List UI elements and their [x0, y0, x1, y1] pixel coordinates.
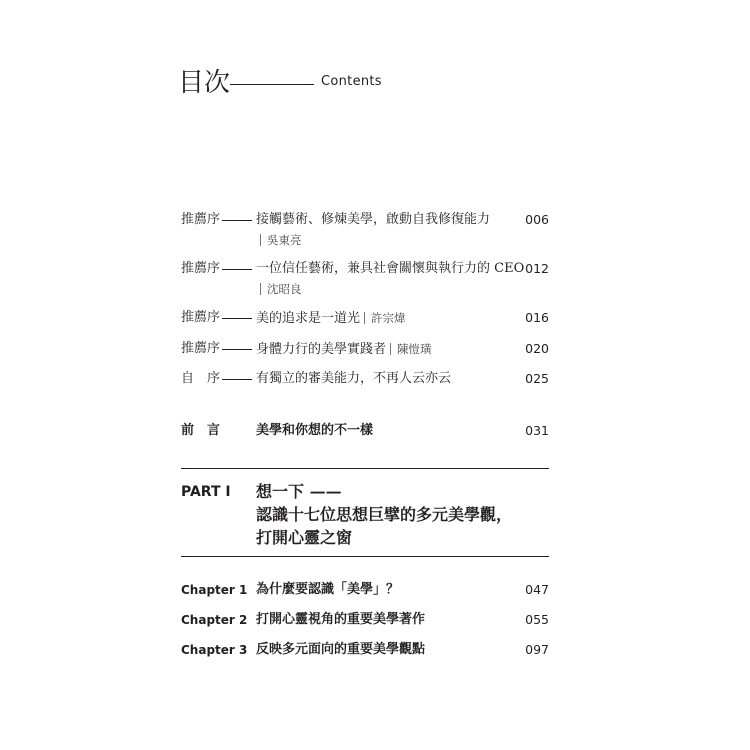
part-title-line-2: 認識十七位思想巨擘的多元美學觀， [256, 505, 513, 524]
entry-label: 推薦序 [181, 310, 221, 325]
author-separator [364, 312, 365, 324]
preface-label: 前 言 [181, 423, 221, 438]
author-separator [260, 234, 261, 246]
title-rule [230, 84, 314, 85]
entry-title: 身體力行的美學實踐者 [256, 342, 387, 357]
entry-page-number: 006 [525, 212, 549, 227]
entry-title-line [256, 310, 406, 327]
page-title: 目次 [178, 68, 231, 98]
entry-label: 推薦序 [181, 212, 221, 227]
chapter-label: Chapter 1 [181, 583, 248, 597]
entry-title-line [256, 341, 432, 358]
entry-dash [222, 220, 252, 221]
part-title-line-1: 想一下 —— [256, 482, 342, 501]
entry-dash [222, 318, 252, 319]
entry-title: 接觸藝術、修煉美學，啟動自我修復能力 [256, 212, 491, 227]
part-bottom-rule [181, 556, 549, 557]
chapter-page-number: 047 [525, 582, 549, 597]
part-label: PART I [181, 484, 231, 500]
entry-author: 沈昭良 [267, 282, 302, 296]
entry-dash [222, 379, 252, 380]
entry-author-line [256, 281, 302, 297]
chapter-title: 打開心靈視角的重要美學著作 [256, 612, 426, 627]
chapter-page-number: 097 [525, 642, 549, 657]
entry-page-number: 020 [525, 341, 549, 356]
entry-author-line [256, 232, 302, 248]
entry-author: 吳東亮 [267, 233, 302, 247]
chapter-label: Chapter 2 [181, 613, 248, 627]
entry-label: 推薦序 [181, 341, 221, 356]
chapter-page-number: 055 [525, 612, 549, 627]
preface-page-number: 031 [525, 423, 549, 438]
chapter-title: 反映多元面向的重要美學觀點 [256, 642, 426, 657]
page-subtitle: Contents [321, 74, 382, 89]
entry-label: 推薦序 [181, 261, 221, 276]
entry-title: 有獨立的審美能力，不再人云亦云 [256, 371, 452, 386]
preface-title: 美學和你想的不一樣 [256, 423, 374, 438]
entry-dash [222, 349, 252, 350]
entry-page-number: 025 [525, 371, 549, 386]
part-top-rule [181, 468, 549, 469]
entry-page-number: 016 [525, 310, 549, 325]
entry-title: 一位信任藝術，兼具社會關懷與執行力的 CEO [256, 261, 525, 276]
entry-page-number: 012 [525, 261, 549, 276]
entry-title: 美的追求是一道光 [256, 311, 361, 326]
entry-author: 陳愷璜 [397, 342, 432, 356]
entry-author: 許宗煒 [371, 311, 406, 325]
chapter-label: Chapter 3 [181, 643, 248, 657]
chapter-title: 為什麼要認識「美學」？ [256, 582, 400, 597]
author-separator [260, 283, 261, 295]
entry-label: 自 序 [181, 371, 221, 386]
author-separator [390, 343, 391, 355]
entry-dash [222, 269, 252, 270]
part-title-line-3: 打開心靈之窗 [256, 528, 353, 547]
